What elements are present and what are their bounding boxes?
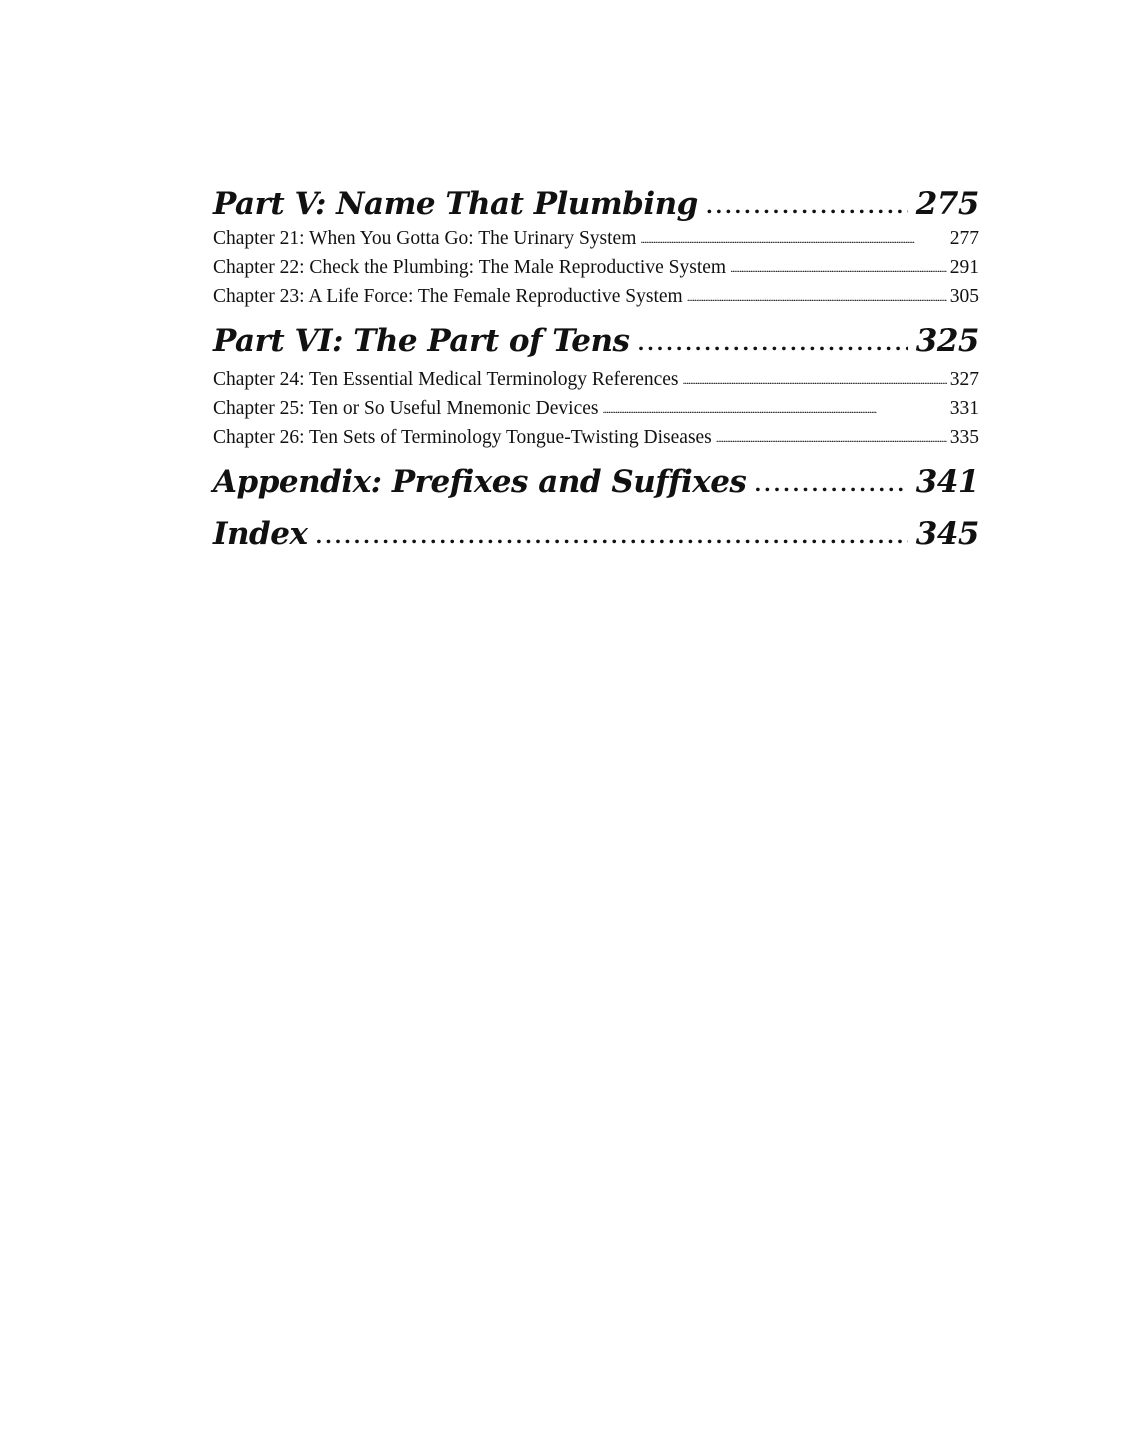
dot-leader	[603, 402, 947, 417]
toc-chapter-entry[interactable]	[213, 257, 979, 286]
part-page-number: 275	[915, 186, 979, 222]
part-page-number: 325	[915, 323, 979, 359]
part-title: Part V: Name That Plumbing	[213, 186, 698, 222]
index-title: Index	[213, 516, 308, 552]
toc-chapter-entry[interactable]	[213, 427, 979, 456]
appendix-page-number: 341	[915, 464, 979, 500]
dot-leader	[716, 431, 947, 446]
dot-leader	[730, 261, 947, 276]
chapter-title: Chapter 23: A Life Force: The Female Reproductive System	[213, 286, 683, 307]
dot-leader	[706, 194, 908, 218]
chapter-title: Chapter 25: Ten or So Useful Mnemonic Devices	[213, 398, 599, 419]
chapter-page-number: 277	[949, 228, 979, 249]
dot-leader	[637, 331, 907, 355]
chapter-page-number: 327	[949, 369, 979, 390]
dot-leader	[754, 472, 907, 496]
toc-part-heading[interactable]	[213, 323, 979, 369]
toc-chapter-entry[interactable]	[213, 398, 979, 427]
table-of-contents	[213, 186, 979, 562]
toc-part-heading[interactable]	[213, 464, 979, 516]
chapter-page-number: 305	[949, 286, 979, 307]
dot-leader	[683, 373, 947, 388]
chapter-title: Chapter 24: Ten Essential Medical Terminology References	[213, 369, 679, 390]
dot-leader	[640, 232, 946, 247]
toc-chapter-entry[interactable]	[213, 369, 979, 398]
toc-part-heading[interactable]	[213, 186, 979, 228]
chapter-page-number: 331	[949, 398, 979, 419]
appendix-title: Appendix: Prefixes and Suffixes	[213, 464, 747, 500]
dot-leader	[315, 524, 907, 548]
chapter-page-number: 291	[949, 257, 979, 278]
chapter-title: Chapter 26: Ten Sets of Terminology Tongue-Twisting Diseases	[213, 427, 712, 448]
toc-chapter-entry[interactable]	[213, 286, 979, 315]
toc-part-heading[interactable]	[213, 516, 979, 562]
part-title: Part VI: The Part of Tens	[213, 323, 630, 359]
chapter-title: Chapter 22: Check the Plumbing: The Male Reproductive System	[213, 257, 727, 278]
index-page-number: 345	[915, 516, 979, 552]
toc-chapter-entry[interactable]	[213, 228, 979, 257]
chapter-title: Chapter 21: When You Gotta Go: The Urinary System	[213, 228, 637, 249]
dot-leader	[687, 290, 947, 305]
chapter-page-number: 335	[949, 427, 979, 448]
